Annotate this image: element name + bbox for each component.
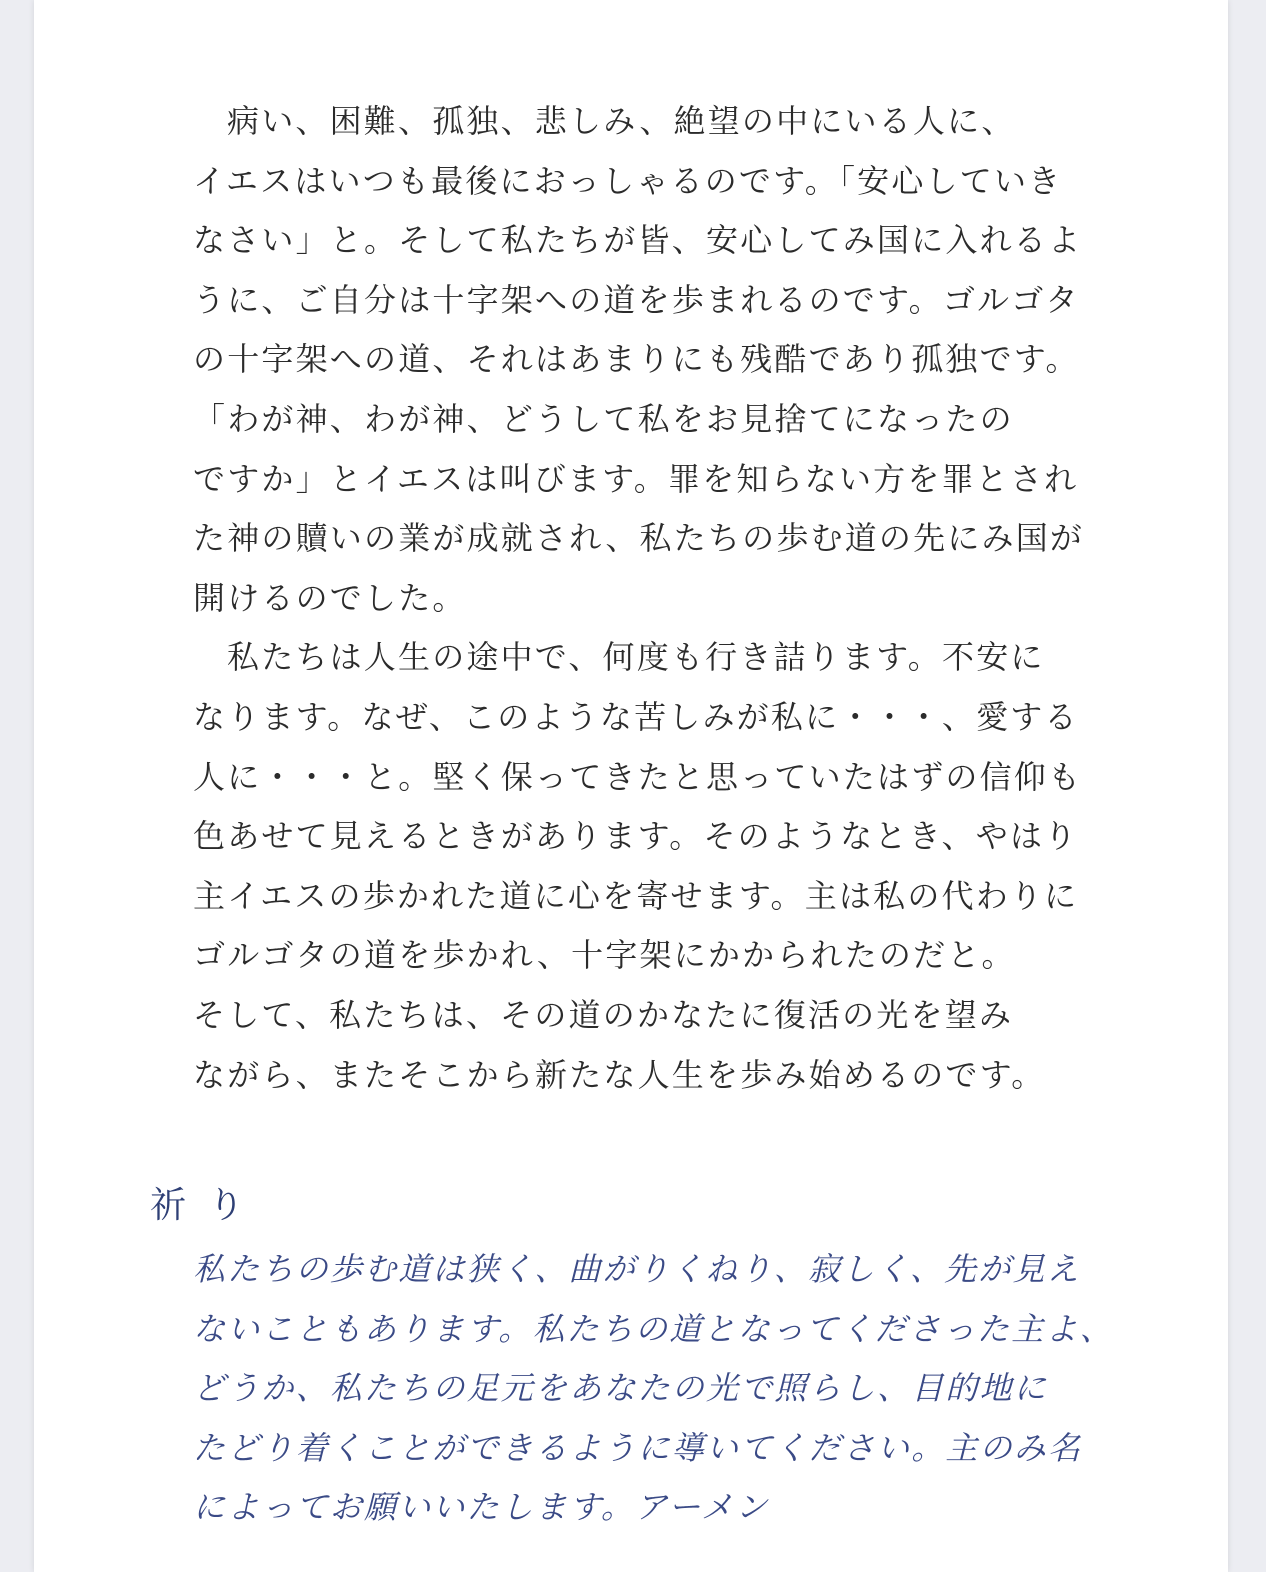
body-line: ですか」とイエスは叫びます。罪を知らない方を罪とされ <box>193 459 1079 498</box>
body-line: 開けるのでした。 <box>193 578 467 617</box>
body-line: 「わが神、わが神、どうして私をお見捨てになったの <box>193 399 1014 438</box>
prayer-line: たどり着くことができるように導いてください。主のみ名 <box>193 1428 1083 1467</box>
body-line: ゴルゴタの道を歩かれ、十字架にかかられたのだと。 <box>193 936 1016 975</box>
prayer-line: 私たちの歩む道は狭く、曲がりくねり、寂しく、先が見え <box>193 1250 1081 1288</box>
body-line: 主イエスの歩かれた道に心を寄せます。主は私の代わりに <box>193 876 1079 915</box>
body-line: なさい」と。そして私たちが皆、安心してみ国に入れるよ <box>193 221 1083 260</box>
sermon-body <box>193 92 1093 1105</box>
body-line: そして、私たちは、その道のかなたに復活の光を望み <box>193 995 1014 1034</box>
body-line: うに、ご自分は十字架への道を歩まれるのです。ゴルゴタ <box>193 280 1080 319</box>
body-line: 病い、困難、孤独、悲しみ、絶望の中にいる人に、 <box>227 102 1016 140</box>
body-line: 私たちは人生の途中で、何度も行き詰ります。不安に <box>227 638 1045 677</box>
prayer-heading: 祈り <box>150 1185 267 1226</box>
body-line: の十字架への道、それはあまりにも残酷であり孤独です。 <box>193 340 1080 379</box>
body-line: イエスはいつも最後におっしゃるのです。「安心していき <box>193 161 1063 200</box>
body-line: 色あせて見えるときがあります。そのようなとき、やはり <box>193 817 1079 856</box>
prayer-line: ないこともあります。私たちの道となってくださった主よ、 <box>193 1309 1114 1348</box>
prayer-body <box>193 1240 1113 1538</box>
prayer-line: どうか、私たちの足元をあなたの光で照らし、目的地に <box>193 1369 1049 1408</box>
body-line: ながら、またそこから新たな人生を歩み始めるのです。 <box>193 1055 1046 1094</box>
document-page <box>34 0 1228 1572</box>
body-line: なります。なぜ、このような苦しみが私に・・・、愛する <box>193 697 1079 736</box>
body-line: 人に・・・と。堅く保ってきたと思っていたはずの信仰も <box>193 757 1083 796</box>
body-line: た神の贖いの業が成就され、私たちの歩む道の先にみ国が <box>193 519 1085 558</box>
prayer-line: によってお願いいたします。アーメン <box>193 1488 770 1527</box>
